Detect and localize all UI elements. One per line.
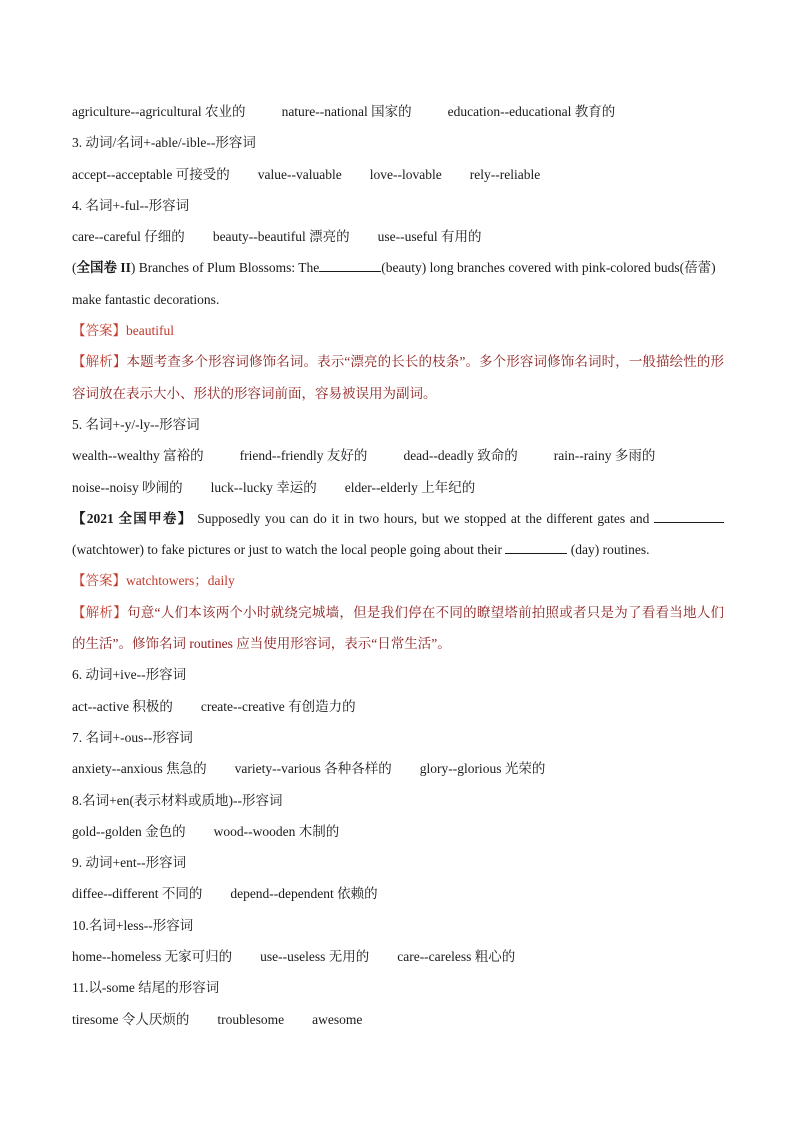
word-pair: diffee--different 不同的 xyxy=(72,886,203,902)
section-heading-7: 7. 名词+-ous--形容词 xyxy=(72,729,193,745)
answer-value: beautiful xyxy=(126,323,174,339)
word-pair: luck--lucky 幸运的 xyxy=(210,479,317,495)
answer-blank[interactable] xyxy=(319,257,381,272)
word-pair-row xyxy=(72,472,724,503)
exam-question-2: 【2021 全国甲卷】 Supposedly you can do it in two hours, but we stopped at the different gates and (watchtower) to fake pictures or just to watch the local people going about their (day) routines. xyxy=(72,503,724,566)
section-heading-11: 11.以-some 结尾的形容词 xyxy=(72,980,220,996)
word-pair: use--useful 有用的 xyxy=(377,229,482,245)
word-pair: glory--glorious 光荣的 xyxy=(419,761,546,777)
word-pair: tiresome 令人厌烦的 xyxy=(72,1011,190,1027)
word-pair: anxiety--anxious 焦急的 xyxy=(72,761,207,777)
word-pair-row xyxy=(72,440,724,471)
word-pair: gold--golden 金色的 xyxy=(72,823,186,839)
word-pair: depend--dependent 依赖的 xyxy=(230,886,378,902)
word-pair-row xyxy=(72,691,724,722)
explanation-2 xyxy=(72,597,724,660)
section-heading-8: 8.名词+en(表示材料或质地)--形容词 xyxy=(72,792,283,808)
word-pair: variety--various 各种各样的 xyxy=(234,761,392,777)
word-pair: care--careless 粗心的 xyxy=(397,949,516,965)
answer-label: 【答案】 xyxy=(72,323,126,339)
word-pair: act--active 积极的 xyxy=(72,698,173,714)
question-source: 【2021 全国甲卷】 xyxy=(72,510,193,526)
word-pair: create--creative 有创造力的 xyxy=(200,698,356,714)
section-heading-6: 6. 动词+ive--形容词 xyxy=(72,667,187,683)
word-pair-row xyxy=(72,753,724,784)
answer-2 xyxy=(72,565,724,596)
explanation-text: 本题考查多个形容词修饰名词。表示“漂亮的长长的枝条”。多个形容词修饰名词时，一般描绘性的形容词放在表示大小、形状的形容词前面，容易被误用为副词。 xyxy=(72,354,725,401)
answer-label: 【答案】 xyxy=(72,573,126,589)
word-pair-row xyxy=(72,878,724,909)
word-pair-row xyxy=(72,159,724,190)
section-heading-5: 5. 名词+-y/-ly--形容词 xyxy=(72,416,200,432)
word-pair: dead--deadly 致命的 xyxy=(403,448,518,464)
explanation-1 xyxy=(72,346,724,409)
word-pair-row xyxy=(72,941,724,972)
word-pair: rain--rainy 多雨的 xyxy=(553,448,656,464)
word-pair-row xyxy=(72,816,724,847)
word-pair: rely--reliable xyxy=(469,166,541,182)
section-heading-4: 4. 名词+-ful--形容词 xyxy=(72,197,190,213)
explanation-label: 【解析】 xyxy=(72,604,127,620)
exam-question-1: (全国卷 II) Branches of Plum Blossoms: The (beauty) long branches covered with pink-colored buds(蓓蕾) make fantastic decorations. xyxy=(72,252,724,315)
word-pair: wealth--wealthy 富裕的 xyxy=(72,448,204,464)
word-pair-row xyxy=(72,96,724,127)
word-pair: noise--noisy 吵闹的 xyxy=(72,479,183,495)
word-pair: education--educational 教育的 xyxy=(447,104,616,119)
word-pair: love--lovable xyxy=(369,166,442,182)
word-pair: home--homeless 无家可归的 xyxy=(72,949,233,965)
section-heading-3: 3. 动词/名词+-able/-ible--形容词 xyxy=(72,135,256,151)
word-pair: wood--wooden 木制的 xyxy=(213,823,340,839)
question-source: 全国卷 II xyxy=(76,260,131,276)
answer-blank[interactable] xyxy=(654,508,724,523)
word-pair: care--careful 仔细的 xyxy=(72,229,185,245)
word-pair: value--valuable xyxy=(257,166,342,182)
section-heading-10: 10.名词+less--形容词 xyxy=(72,917,194,933)
answer-value: watchtowers；daily xyxy=(126,573,235,589)
word-pair: accept--acceptable 可接受的 xyxy=(72,166,230,182)
answer-1 xyxy=(72,315,724,346)
explanation-label: 【解析】 xyxy=(72,354,127,370)
section-heading-9: 9. 动词+ent--形容词 xyxy=(72,855,187,871)
word-pair-row xyxy=(72,221,724,252)
document-page xyxy=(72,96,724,1035)
word-pair: elder--elderly 上年纪的 xyxy=(344,479,476,495)
word-pair: friend--friendly 友好的 xyxy=(239,448,368,464)
word-pair-row xyxy=(72,1004,724,1035)
word-pair: troublesome xyxy=(217,1011,285,1027)
word-pair: awesome xyxy=(312,1011,363,1027)
word-pair: beauty--beautiful 漂亮的 xyxy=(212,229,350,245)
word-pair: use--useless 无用的 xyxy=(260,949,370,965)
explanation-text: 句意“人们本该两个小时就绕完城墙，但是我们停在不同的瞭望塔前拍照或者只是为了看看当地人们的生活”。修饰名词 routines 应当使用形容词，表示“日常生活”。 xyxy=(72,604,724,652)
word-pair: nature--national 国家的 xyxy=(281,104,412,119)
answer-blank[interactable] xyxy=(505,539,567,554)
word-pair: agriculture--agricultural 农业的 xyxy=(72,104,246,119)
